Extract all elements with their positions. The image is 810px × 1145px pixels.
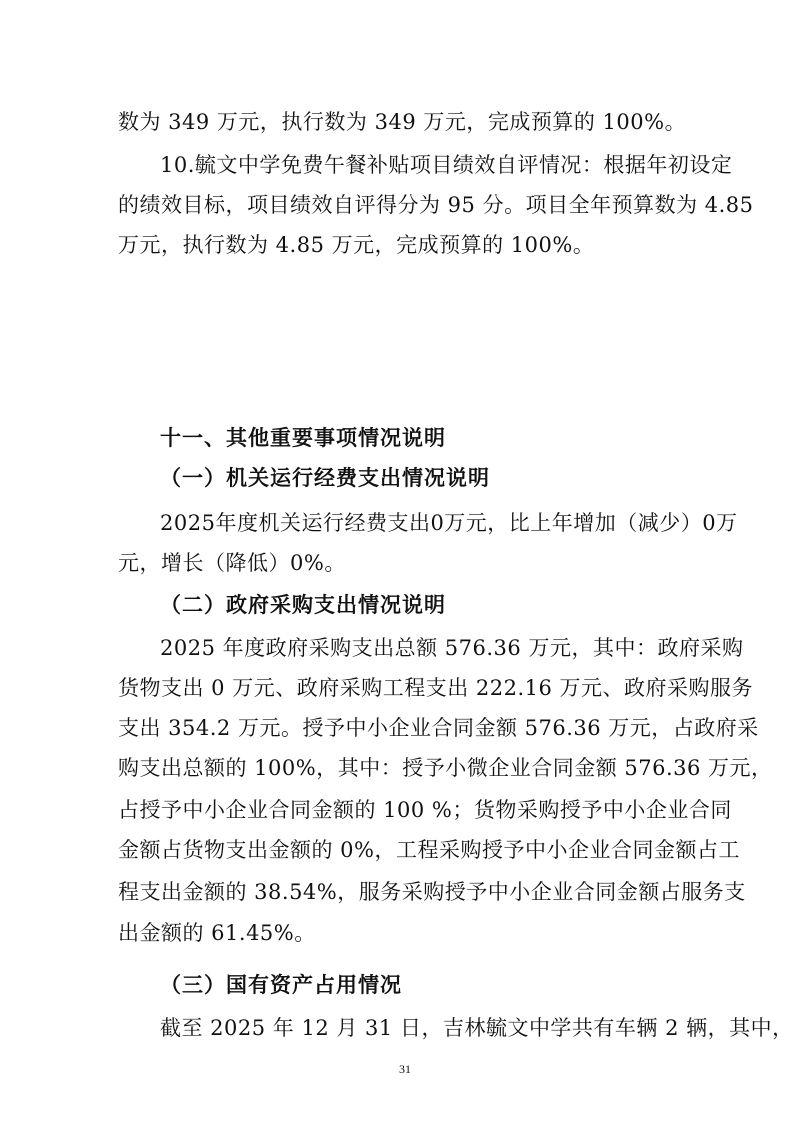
body-line: 2025年度机关运行经费支出0万元，比上年增加（减少）0万 <box>160 511 738 535</box>
section-heading: 十一、其他重要事项情况说明 <box>160 426 446 450</box>
subsection-heading: （一）机关运行经费支出情况说明 <box>160 466 490 490</box>
body-line: 购支出总额的 100%，其中：授予小微企业合同金额 576.36 万元， <box>118 756 773 780</box>
body-line: 出金额的 61.45%。 <box>118 921 316 945</box>
body-line: 金额占货物支出金额的 0%，工程采购授予中小企业合同金额占工 <box>118 838 740 862</box>
subsection-heading: （二）政府采购支出情况说明 <box>160 593 446 617</box>
subsection-heading: （三）国有资产占用情况 <box>160 973 402 997</box>
body-line: 的绩效目标，项目绩效自评得分为 95 分。项目全年预算数为 4.85 <box>118 193 754 217</box>
body-line: 10.毓文中学免费午餐补贴项目绩效自评情况：根据年初设定 <box>160 153 733 177</box>
body-line: 元，增长（降低）0%。 <box>118 551 346 575</box>
page-number: 31 <box>399 1062 411 1076</box>
body-line: 截至 2025 年 12 月 31 日，吉林毓文中学共有车辆 2 辆，其中， <box>160 1016 794 1040</box>
body-line: 程支出金额的 38.54%，服务采购授予中小企业合同金额占服务支 <box>118 880 746 904</box>
body-line: 支出 354.2 万元。授予中小企业合同金额 576.36 万元，占政府采 <box>118 716 759 740</box>
body-line: 2025 年度政府采购支出总额 576.36 万元，其中：政府采购 <box>160 636 744 660</box>
body-line: 货物支出 0 万元、政府采购工程支出 222.16 万元、政府采购服务 <box>118 676 754 700</box>
body-line: 万元，执行数为 4.85 万元，完成预算的 100%。 <box>118 233 595 257</box>
body-line: 占授予中小企业合同金额的 100 %；货物采购授予中小企业合同 <box>118 798 732 822</box>
body-line: 数为 349 万元，执行数为 349 万元，完成预算的 100%。 <box>118 110 687 134</box>
